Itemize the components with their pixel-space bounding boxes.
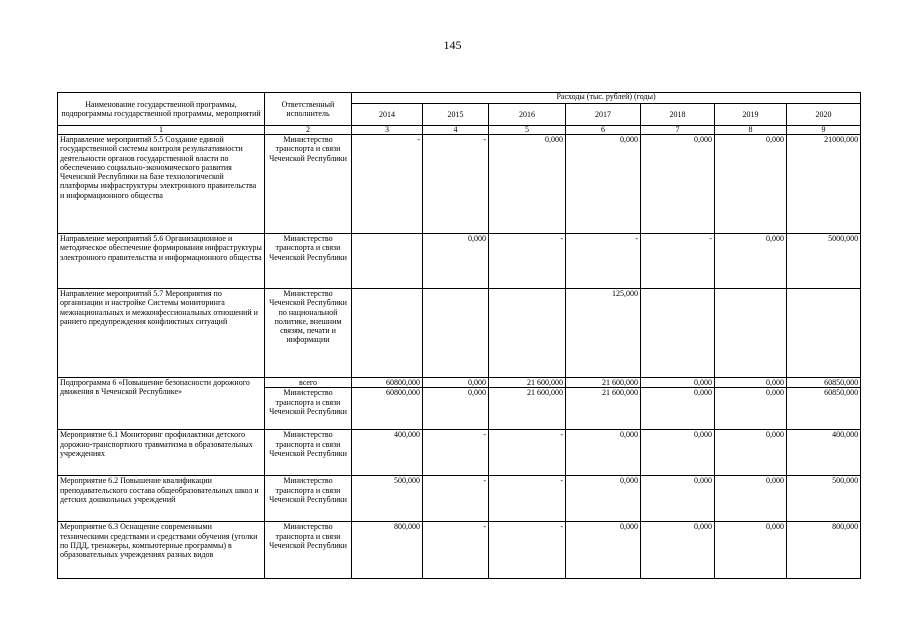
row-value: 0,000 <box>423 234 489 289</box>
row-value <box>352 234 423 289</box>
header-expenses: Расходы (тыс. рублей) (годы) <box>352 93 861 104</box>
row-name: Направление мероприятий 5.6 Организационное и методическое обеспечение формирования инфраструктуры электронного правительства и информационного общества <box>58 234 265 289</box>
header-row <box>58 93 861 104</box>
row-value: 0,000 <box>489 135 566 234</box>
index-cell: 4 <box>423 126 489 135</box>
row-value: 0,000 <box>715 135 787 234</box>
row-executor: Министерство транспорта и связи Чеченской Республики <box>265 388 352 430</box>
index-cell: 9 <box>787 126 861 135</box>
row-name: Направление мероприятий 5.5 Создание единой государственной системы контроля результативности деятельности органов государственной власти по обеспечению социально-экономического развития Чеченской Республики на базе технологической платформы инфраструктуры электронного правительства и информационного общества <box>58 135 265 234</box>
row-executor: Министерство транспорта и связи Чеченской Республики <box>265 135 352 234</box>
row-value: 0,000 <box>641 522 715 579</box>
row-value <box>787 289 861 378</box>
row-value: 0,000 <box>423 388 489 430</box>
row-value: 0,000 <box>641 135 715 234</box>
header-executor: Ответственный исполнитель <box>265 93 352 126</box>
table-row <box>58 289 861 378</box>
table-row <box>58 135 861 234</box>
row-value: - <box>423 430 489 476</box>
table-row <box>58 522 861 579</box>
row-executor: Министерство транспорта и связи Чеченской Республики <box>265 476 352 522</box>
index-cell: 2 <box>265 126 352 135</box>
row-value: 0,000 <box>566 430 641 476</box>
row-value: 0,000 <box>715 476 787 522</box>
row-value: 21 600,000 <box>566 388 641 430</box>
row-value: 60800,000 <box>352 388 423 430</box>
table-row <box>58 430 861 476</box>
table-row <box>58 476 861 522</box>
row-executor: Министерство транспорта и связи Чеченской Республики <box>265 234 352 289</box>
row-name: Мероприятие 6.3 Оснащение современными техническими средствами и средствами обучения (уголки по ПДД, тренажеры, компьютерные программы) в образовательных учреждениях разных видов <box>58 522 265 579</box>
row-name: Направление мероприятий 5.7 Мероприятия по организации и настройке Системы мониторинга межнациональных и межконфессиональных отношений и раннего предупреждения конфликтных ситуаций <box>58 289 265 378</box>
row-value: - <box>489 476 566 522</box>
table-row <box>58 378 861 388</box>
row-value: 800,000 <box>352 522 423 579</box>
row-name: Мероприятие 6.1 Мониторинг профилактики детского дорожно-транспортного травматизма в образовательных учреждениях <box>58 430 265 476</box>
row-value: 60850,000 <box>787 388 861 430</box>
row-value: 5000,000 <box>787 234 861 289</box>
row-value: 125,000 <box>566 289 641 378</box>
row-executor: Министерство транспорта и связи Чеченской Республики <box>265 522 352 579</box>
row-value: 0,000 <box>715 388 787 430</box>
row-value: 0,000 <box>566 522 641 579</box>
index-cell: 7 <box>641 126 715 135</box>
header-year: 2019 <box>715 104 787 126</box>
row-value <box>352 289 423 378</box>
row-executor: всего <box>265 378 352 388</box>
row-value <box>641 289 715 378</box>
row-value: 0,000 <box>641 378 715 388</box>
header-year: 2018 <box>641 104 715 126</box>
row-value: - <box>352 135 423 234</box>
row-value: - <box>489 234 566 289</box>
row-executor: Министерство транспорта и связи Чеченской Республики <box>265 430 352 476</box>
expenses-table <box>57 92 861 579</box>
index-cell: 8 <box>715 126 787 135</box>
row-value: 0,000 <box>641 388 715 430</box>
row-executor: Министерство Чеченской Республики по национальной политике, внешним связям, печати и информации <box>265 289 352 378</box>
index-row <box>58 126 861 135</box>
row-value: 21 600,000 <box>489 378 566 388</box>
row-value: 21000,000 <box>787 135 861 234</box>
row-value: 500,000 <box>787 476 861 522</box>
row-value: 0,000 <box>566 135 641 234</box>
row-value: 21 600,000 <box>566 378 641 388</box>
header-year: 2014 <box>352 104 423 126</box>
row-name: Мероприятие 6.2 Повышение квалификации преподавательского состава общеобразовательных школ и детских дошкольных учреждений <box>58 476 265 522</box>
row-value: 0,000 <box>566 476 641 522</box>
row-value: 400,000 <box>352 430 423 476</box>
row-value: 60850,000 <box>787 378 861 388</box>
header-year: 2020 <box>787 104 861 126</box>
row-value: - <box>423 135 489 234</box>
row-value: - <box>489 430 566 476</box>
header-year: 2017 <box>566 104 641 126</box>
row-value <box>489 289 566 378</box>
index-cell: 5 <box>489 126 566 135</box>
page-number: 145 <box>443 38 462 52</box>
row-value: - <box>423 522 489 579</box>
row-value: - <box>423 476 489 522</box>
index-cell: 6 <box>566 126 641 135</box>
header-name: Наименование государственной программы, подпрограммы государственной программы, мероприятий <box>58 93 265 126</box>
index-cell: 1 <box>58 126 265 135</box>
row-value: 0,000 <box>641 430 715 476</box>
row-value <box>715 289 787 378</box>
row-value: 21 600,000 <box>489 388 566 430</box>
row-name: Подпрограмма 6 «Повышение безопасности дорожного движения в Чеченской Республике» <box>58 378 265 430</box>
row-value: 0,000 <box>715 522 787 579</box>
table-row <box>58 234 861 289</box>
row-value: 400,000 <box>787 430 861 476</box>
row-value: 60800,000 <box>352 378 423 388</box>
row-value: 500,000 <box>352 476 423 522</box>
row-value: - <box>489 522 566 579</box>
row-value: 0,000 <box>715 430 787 476</box>
row-value: 0,000 <box>715 378 787 388</box>
row-value: 0,000 <box>715 234 787 289</box>
index-cell: 3 <box>352 126 423 135</box>
header-year: 2016 <box>489 104 566 126</box>
row-value: - <box>641 234 715 289</box>
header-year: 2015 <box>423 104 489 126</box>
row-value: 0,000 <box>641 476 715 522</box>
row-value: 800,000 <box>787 522 861 579</box>
row-value: 0,000 <box>423 378 489 388</box>
row-value: - <box>566 234 641 289</box>
row-value <box>423 289 489 378</box>
